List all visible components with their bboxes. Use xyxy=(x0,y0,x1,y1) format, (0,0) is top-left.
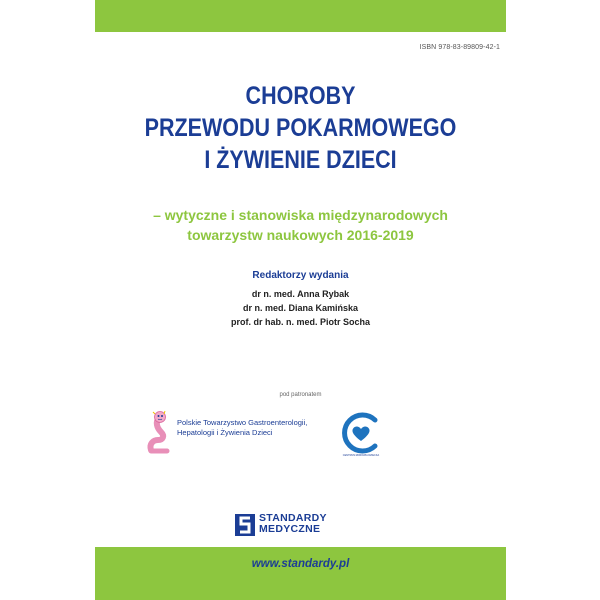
emblem-caption: CENTRUM ZDROWIA DZIECKA xyxy=(342,454,380,457)
publisher-line-2: MEDYCZNE xyxy=(259,523,321,535)
subtitle-line-2: towarzystw naukowych 2016-2019 xyxy=(187,227,414,243)
book-title xyxy=(124,80,477,176)
top-green-band xyxy=(95,0,506,32)
editor-name: prof. dr hab. n. med. Piotr Socha xyxy=(230,317,370,327)
worm-mascot-icon xyxy=(145,410,179,456)
editors-heading: Redaktorzy wydania xyxy=(252,270,349,281)
isbn-number: ISBN 978-83-89809-42-1 xyxy=(419,44,500,51)
heart-emblem-icon xyxy=(339,410,383,456)
title-line-1: CHOROBY xyxy=(245,82,356,110)
title-line-2: PRZEWODU POKARMOWEGO xyxy=(144,114,457,142)
publisher-name xyxy=(259,513,327,535)
society-line-1: Polskie Towarzystwo Gastroenterologii, xyxy=(177,418,308,427)
title-line-3: I ŻYWIENIE DZIECI xyxy=(204,146,397,174)
editors-list xyxy=(95,287,506,329)
society-name xyxy=(177,418,307,438)
society-line-2: Hepatologii i Żywienia Dzieci xyxy=(177,428,273,437)
editor-name: dr n. med. Anna Rybak xyxy=(251,289,350,299)
bottom-green-band xyxy=(95,547,506,600)
book-cover xyxy=(95,0,506,600)
book-subtitle xyxy=(95,205,506,245)
subtitle-line-1: – wytyczne i stanowiska międzynarodowych xyxy=(153,207,448,223)
standardy-logo-icon xyxy=(235,514,255,536)
editor-name: dr n. med. Diana Kamińska xyxy=(242,303,359,313)
publisher-line-1: STANDARDY xyxy=(259,512,327,524)
publisher-website: www.standardy.pl xyxy=(251,558,350,570)
patronage-label: pod patronatem xyxy=(279,392,322,398)
